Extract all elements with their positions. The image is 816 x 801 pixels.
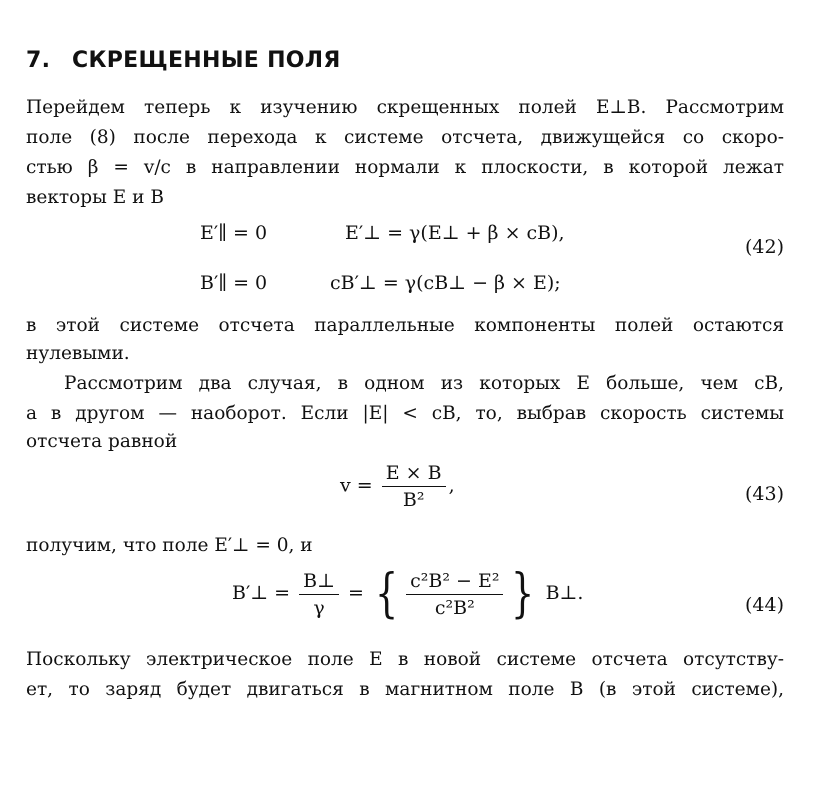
paragraph-3-line-2: а в другом — наоборот. Если |E| < cB, то, выбрав скорость системы — [26, 403, 784, 424]
eq44-brace-open: { — [374, 564, 399, 624]
eq42-row2-left: B′∥ = 0 — [200, 272, 268, 294]
paragraph-4-line-1: Поскольку электрическое поле E в новой системе отсчета отсутству- — [26, 649, 784, 670]
eq44-equals: = — [348, 582, 364, 604]
eq42-row1-right: E′⊥ = γ(E⊥ + β × cB), — [345, 222, 565, 244]
section-number: 7. — [26, 48, 51, 73]
eq43-denominator: B² — [402, 489, 425, 511]
eq44-frac1-denominator: γ — [313, 596, 325, 619]
section-title: СКРЕЩЕННЫЕ ПОЛЯ — [72, 48, 341, 73]
paragraph-2-line-1: в этой системе отсчета параллельные компоненты полей остаются — [26, 315, 784, 336]
paragraph-1-line-3: стью β = v/c в направлении нормали к плоскости, в которой лежат — [26, 157, 784, 178]
paragraph-1-line-2: поле (8) после перехода к системе отсчета, движущейся со скоро- — [26, 127, 784, 148]
eq44-frac2-numerator: c²B² − E² — [406, 570, 503, 595]
paragraph-1-line-1: Перейдем теперь к изучению скрещенных полей E⊥B. Рассмотрим — [26, 97, 784, 118]
eq44-brace-close: } — [511, 564, 535, 624]
paragraph-3-line-1: Рассмотрим два случая, в одном из которых E больше, чем cB, — [64, 373, 784, 394]
eq43-fraction — [382, 462, 446, 511]
section-heading — [26, 48, 341, 73]
paragraph-3-line-3: отсчета равной — [26, 431, 178, 452]
eq43-label: (43) — [744, 483, 784, 505]
eq43-numerator: E × B — [382, 462, 446, 487]
eq44-lhs: B′⊥ = — [232, 582, 291, 604]
eq44-fraction-2 — [406, 570, 503, 619]
eq43 — [340, 462, 455, 511]
eq43-lhs: v = — [340, 474, 373, 497]
eq43-trail: , — [448, 474, 455, 497]
eq44-frac2-denominator: c²B² — [434, 596, 475, 619]
eq42-row1-left: E′∥ = 0 — [200, 222, 268, 244]
eq44 — [232, 564, 584, 624]
eq42-row2-right: cB′⊥ = γ(cB⊥ − β × E); — [330, 272, 561, 294]
paragraph-2-line-2: нулевыми. — [26, 343, 130, 364]
paragraph-4-line-2: ет, то заряд будет двигаться в магнитном поле B (в этой системе), — [26, 679, 784, 700]
text-after-eq43: получим, что поле E′⊥ = 0, и — [26, 535, 313, 556]
eq42-label: (42) — [744, 236, 784, 258]
eq44-rhs: B⊥. — [545, 582, 584, 604]
eq44-frac1-numerator: B⊥ — [299, 570, 339, 595]
eq44-fraction-1 — [299, 570, 339, 619]
paragraph-1-line-4: векторы E и B — [26, 187, 164, 208]
eq44-label: (44) — [744, 594, 784, 616]
